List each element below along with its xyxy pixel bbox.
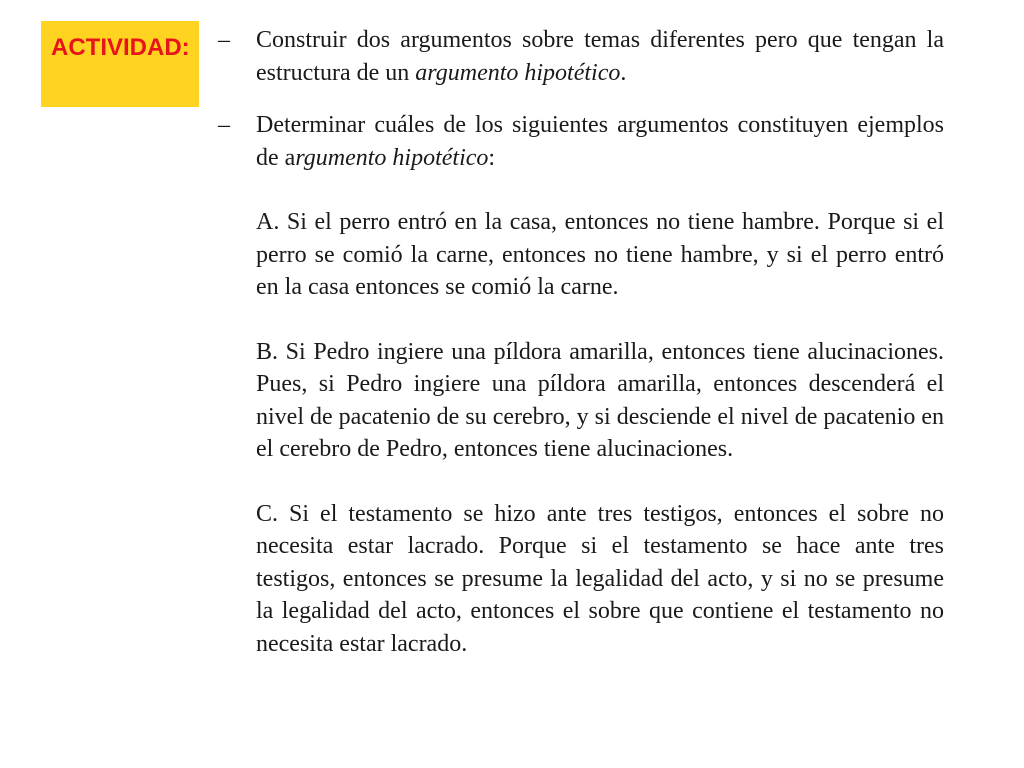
- task-text: [256, 109, 944, 174]
- task-text-plain: Determinar cuáles de los siguientes argumentos constituyen ejemplos de a: [256, 112, 944, 171]
- task-item-1: [218, 24, 944, 89]
- dash-bullet: –: [218, 112, 230, 138]
- option-b: B. Si Pedro ingiere una píldora amarilla, entonces tiene alucinaciones. Pues, si Pedro ingiere una píldora amarilla, entonces descenderá el nivel de pacatenio de su cerebro, y si desciende el nivel de pacatenio en el cerebro de Pedro, entonces tiene alucinaciones.: [256, 338, 944, 462]
- option-a: A. Si el perro entró en la casa, entonces no tiene hambre. Porque si el perro se comió la carne, entonces no tiene hambre, y si el perro entró en la casa entonces se comió la carne.: [256, 209, 944, 300]
- dash-bullet: –: [218, 27, 230, 53]
- task-text-end: :: [488, 144, 496, 171]
- task-text-emphasis: rgumento hipotético: [295, 144, 489, 171]
- option-c: C. Si el testamento se hizo ante tres testigos, entonces el sobre no necesita estar lacrado. Porque si el testamento se hace ante tres testigos, entonces se presume la legalidad del acto, y si no se presume la legalidad del acto, entonces el sobre que contiene el testamento no necesita estar lacrado.: [256, 500, 944, 657]
- slide-content: [218, 24, 944, 684]
- task-item-2: [218, 109, 944, 174]
- task-text-plain: Construir dos argumentos sobre temas diferentes pero que tengan la estructura de un: [256, 27, 944, 86]
- task-text: [256, 24, 944, 89]
- activity-badge: ACTIVIDAD:: [41, 21, 199, 107]
- task-text-emphasis: argumento hipotético: [415, 59, 621, 86]
- task-text-end: .: [620, 59, 627, 86]
